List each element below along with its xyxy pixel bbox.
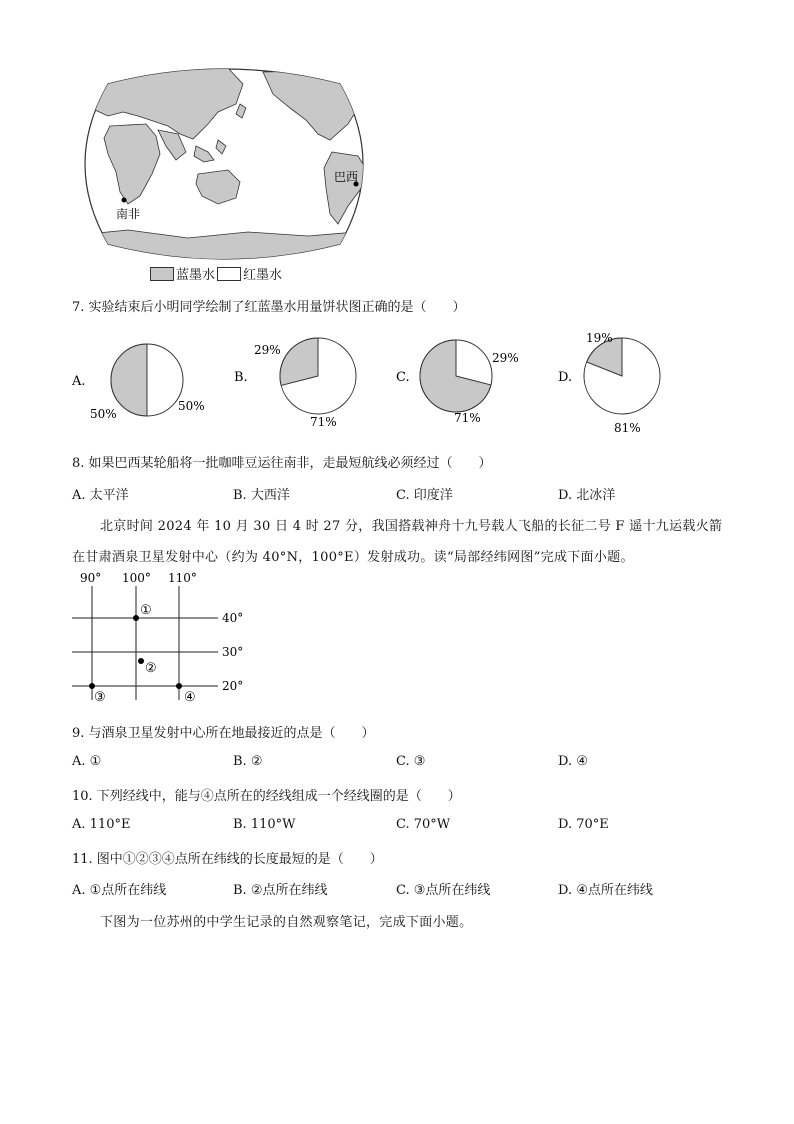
q11-option-a[interactable]: A. ①点所在纬线 — [72, 883, 167, 898]
q7-pie-2-blue-label: 71% — [454, 411, 481, 425]
lat-label-40: 40° — [222, 611, 244, 625]
q9-option-b[interactable]: B. ② — [233, 754, 263, 769]
q9-option-a[interactable]: A. ① — [72, 754, 102, 769]
blue-ink-swatch — [150, 267, 174, 281]
lat-label-30: 30° — [222, 645, 244, 659]
point-4-label: ④ — [184, 690, 196, 705]
point-1-dot — [133, 615, 139, 621]
q10-option-d[interactable]: D. 70°E — [558, 817, 609, 832]
q8-stem: 8. 如果巴西某轮船将一批咖啡豆运往南非，走最短航线必须经过（ ） — [72, 456, 492, 471]
q10-option-b[interactable]: B. 110°W — [233, 817, 296, 832]
q7-pie-2-red-label: 29% — [492, 351, 519, 365]
south-africa-dot — [122, 198, 127, 203]
q7-pie-charts — [72, 330, 722, 440]
world-map — [68, 64, 380, 264]
q9-option-d[interactable]: D. ④ — [558, 754, 588, 769]
lon-label-110: 110° — [168, 571, 197, 585]
antarctica-land — [68, 230, 380, 264]
brazil-label: 巴西 — [334, 170, 359, 184]
q7-option-letter-3[interactable]: D. — [558, 370, 573, 385]
q7-option-letter-1[interactable]: B. — [234, 370, 248, 385]
lat-lon-grid — [72, 568, 262, 708]
south-africa-label: 南非 — [116, 207, 141, 221]
point-3-label: ③ — [94, 690, 106, 705]
lat-lon-grid-svg — [72, 568, 262, 708]
q11-stem: 11. 图中①②③④点所在纬线的长度最短的是（ ） — [72, 852, 383, 867]
q10-option-c[interactable]: C. 70°W — [396, 817, 451, 832]
q7-pie-1-blue-label: 29% — [254, 343, 281, 357]
world-map-svg — [68, 64, 380, 264]
legend-blue-label: 蓝墨水 — [176, 268, 216, 283]
q11-option-d[interactable]: D. ④点所在纬线 — [558, 883, 653, 898]
q9-stem: 9. 与酒泉卫星发射中心所在地最接近的点是（ ） — [72, 726, 375, 741]
q9-option-c[interactable]: C. ③ — [396, 754, 426, 769]
map-legend — [150, 264, 282, 283]
q8-option-b[interactable]: B. 大西洋 — [233, 488, 290, 503]
q8-option-c[interactable]: C. 印度洋 — [396, 488, 453, 503]
q11-option-c[interactable]: C. ③点所在纬线 — [396, 883, 491, 898]
point-4-dot — [176, 683, 182, 689]
q7-stem: 7. 实验结束后小明同学绘制了红蓝墨水用量饼状图正确的是（ ） — [72, 300, 466, 315]
q8-option-d[interactable]: D. 北冰洋 — [558, 488, 616, 503]
lat-label-20: 20° — [222, 679, 244, 693]
q7-option-letter-2[interactable]: C. — [396, 370, 410, 385]
red-ink-swatch — [217, 267, 241, 281]
point-2-label: ② — [145, 661, 157, 676]
lon-label-90: 90° — [80, 571, 102, 585]
q11-option-b[interactable]: B. ②点所在纬线 — [233, 883, 328, 898]
q10-stem: 10. 下列经线中，能与④点所在的经线组成一个经线圈的是（ ） — [72, 789, 461, 804]
passage2-line1: 下图为一位苏州的中学生记录的自然观察笔记，完成下面小题。 — [100, 915, 473, 930]
passage1-line1: 北京时间 2024 年 10 月 30 日 4 时 27 分，我国搭载神舟十九号载人飞船的长征二号 F 遥十九运载火箭 — [100, 519, 723, 534]
q7-pie-3-blue-label: 19% — [586, 331, 613, 345]
lon-label-100: 100° — [122, 571, 151, 585]
q7-pie-0-blue-slice — [111, 344, 147, 416]
q8-option-a[interactable]: A. 太平洋 — [72, 488, 129, 503]
q7-pie-0-red-label: 50% — [178, 399, 205, 413]
q7-option-letter-0[interactable]: A. — [72, 374, 86, 389]
point-1-label: ① — [140, 603, 152, 618]
q7-pie-3-red-label: 81% — [614, 421, 641, 435]
point-3-dot — [89, 683, 95, 689]
legend-red-label: 红墨水 — [243, 268, 283, 283]
point-2-dot — [138, 658, 144, 664]
q10-option-a[interactable]: A. 110°E — [72, 817, 131, 832]
q7-options — [72, 330, 722, 440]
q7-pie-0-blue-label: 50% — [90, 407, 117, 421]
q7-pie-1-red-label: 71% — [310, 415, 337, 429]
passage1-line2: 在甘肃酒泉卫星发射中心（约为 40°N，100°E）发射成功。读“局部经纬网图”完成下面小题。 — [72, 550, 634, 565]
